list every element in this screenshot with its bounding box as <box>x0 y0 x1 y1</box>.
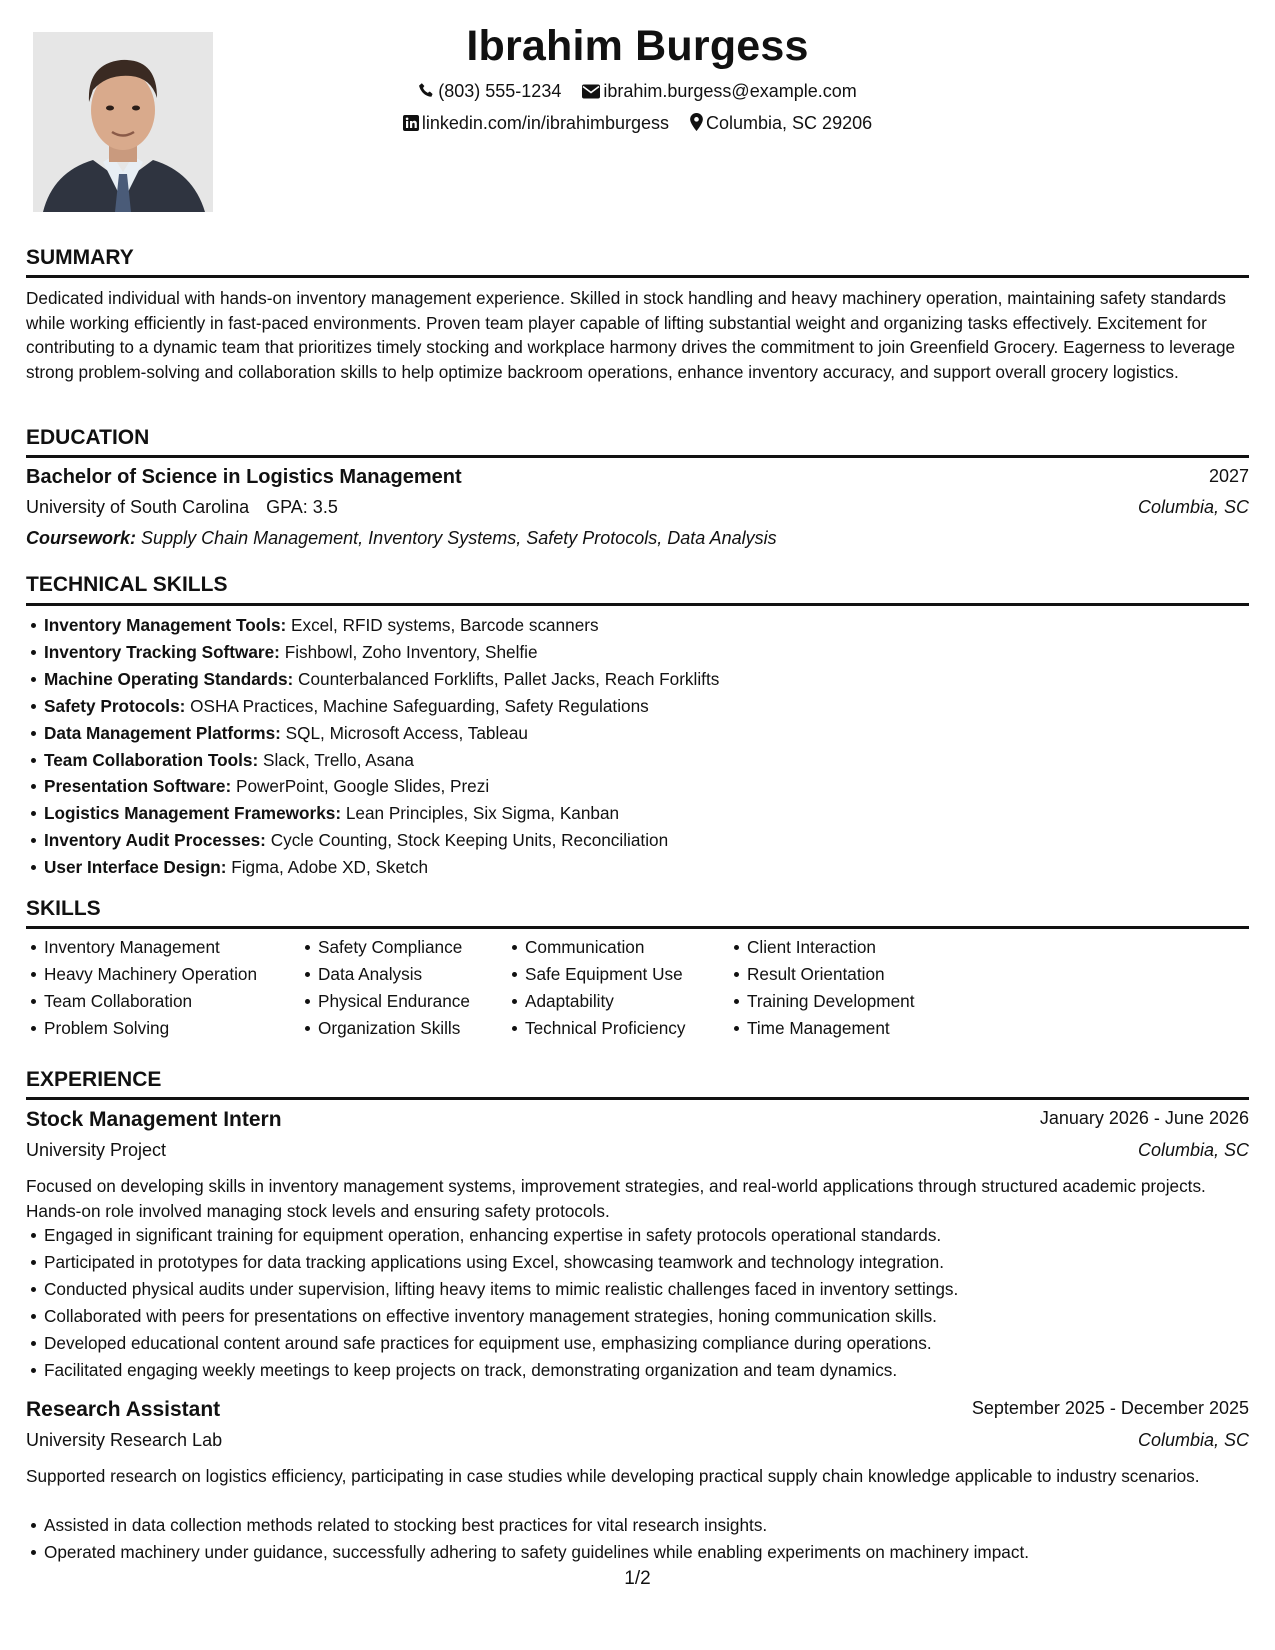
job-org: University Research Lab <box>26 1430 223 1450</box>
skill-item: Communication <box>525 934 686 961</box>
tech-skill-item: Presentation Software: PowerPoint, Google Slides, Prezi <box>44 773 719 800</box>
linkedin-item[interactable] <box>403 113 669 136</box>
tech-skill-item: Data Management Platforms: SQL, Microsoft Access, Tableau <box>44 720 719 747</box>
skill-item: Problem Solving <box>44 1015 257 1042</box>
skill-item: Data Analysis <box>318 961 470 988</box>
experience-heading: EXPERIENCE <box>26 1068 162 1091</box>
job-org: University Project <box>26 1140 167 1160</box>
skill-item: Team Collaboration <box>44 988 257 1015</box>
coursework-label: Coursework: <box>26 528 137 548</box>
skill-item: Heavy Machinery Operation <box>44 961 257 988</box>
job-org-row <box>26 1140 1249 1161</box>
job-bullet: Engaged in significant training for equipment operation, enhancing expertise in safety protocols operational standards. <box>44 1222 958 1249</box>
job-bullets <box>26 1512 1029 1566</box>
location-text: Columbia, SC 29206 <box>706 113 873 133</box>
skill-item: Physical Endurance <box>318 988 470 1015</box>
job-bullet: Operated machinery under guidance, successfully adhering to safety guidelines while enabling experiments on machinery impact. <box>44 1539 1029 1566</box>
coursework-list: Supply Chain Management, Inventory Systems, Safety Protocols, Data Analysis <box>141 528 777 548</box>
education-divider <box>26 455 1249 458</box>
coursework-row <box>26 528 1249 549</box>
tech-skill-item: Logistics Management Frameworks: Lean Principles, Six Sigma, Kanban <box>44 800 719 827</box>
linkedin-icon <box>403 115 419 136</box>
degree-title: Bachelor of Science in Logistics Management <box>26 466 462 488</box>
skills-divider <box>26 926 1249 929</box>
job-bullet: Participated in prototypes for data tracking applications using Excel, showcasing teamwork and technology integration. <box>44 1249 958 1276</box>
tech-skill-item: Safety Protocols: OSHA Practices, Machine Safeguarding, Safety Regulations <box>44 693 719 720</box>
technical-skills-divider <box>26 603 1249 606</box>
skills-grid <box>26 934 1249 1044</box>
skill-item: Safe Equipment Use <box>525 961 686 988</box>
page-number: 1/2 <box>624 1568 651 1589</box>
skills-column-1 <box>26 934 257 1042</box>
job-title-row <box>26 1398 1249 1422</box>
location-item <box>690 113 872 136</box>
job-dates: January 2026 - June 2026 <box>1039 1108 1249 1128</box>
job-bullet: Assisted in data collection methods related to stocking best practices for vital research insights. <box>44 1512 1029 1539</box>
job-bullet: Conducted physical audits under supervision, lifting heavy items to mimic realistic challenges faced in inventory settings. <box>44 1276 958 1303</box>
tech-skill-item: Machine Operating Standards: Counterbalanced Forklifts, Pallet Jacks, Reach Forklifts <box>44 666 719 693</box>
tech-skill-item: Inventory Management Tools: Excel, RFID systems, Barcode scanners <box>44 612 719 639</box>
summary-text: Dedicated individual with hands-on inventory management experience. Skilled in stock handling and heavy machinery operation, maintaining safety standards while working efficiently in fast-paced environments. Proven team player capable of lifting substantial weight and organizing tasks effectively. Excitement for contributing to a dynamic team that prioritizes timely stocking and workplace harmony drives the commitment to join Greenfield Grocery. Eagerness to leverage strong problem-solving and collaboration skills to help optimize backroom operations, enhance inventory accuracy, and support overall grocery logistics. <box>26 288 1236 382</box>
skills-column-4 <box>729 934 915 1042</box>
degree-row <box>26 466 1249 489</box>
skills-column-3 <box>507 934 686 1042</box>
phone-icon <box>418 82 435 104</box>
tech-skill-item: User Interface Design: Figma, Adobe XD, Sketch <box>44 854 719 881</box>
job-role: Research Assistant <box>26 1398 221 1421</box>
job-description: Supported research on logistics efficiency, participating in case studies while developing practical supply chain knowledge applicable to industry scenarios. <box>26 1466 1200 1486</box>
job-org-row <box>26 1430 1249 1451</box>
skill-item: Client Interaction <box>747 934 915 961</box>
job-location: Columbia, SC <box>1137 1430 1249 1450</box>
skill-item: Safety Compliance <box>318 934 470 961</box>
school-name: University of South Carolina <box>26 497 250 517</box>
phone-text: (803) 555-1234 <box>438 81 562 101</box>
tech-skill-item: Inventory Tracking Software: Fishbowl, Zoho Inventory, Shelfie <box>44 639 719 666</box>
job-bullets <box>26 1222 958 1383</box>
contact-line-1 <box>26 81 1249 104</box>
job-description: Focused on developing skills in inventory management systems, improvement strategies, and real-world applications through structured academic projects. Hands-on role involved managing stock levels and ensuring safety protocols. <box>26 1176 1206 1221</box>
skill-item: Training Development <box>747 988 915 1015</box>
job-dates: September 2025 - December 2025 <box>971 1398 1249 1418</box>
email-item[interactable] <box>582 81 856 104</box>
skill-item: Technical Proficiency <box>525 1015 686 1042</box>
candidate-name: Ibrahim Burgess <box>466 22 809 70</box>
tech-skill-item: Inventory Audit Processes: Cycle Counting, Stock Keeping Units, Reconciliation <box>44 827 719 854</box>
technical-skills-list <box>26 612 719 881</box>
job-bullet: Developed educational content around safe practices for equipment use, emphasizing compliance during operations. <box>44 1330 958 1357</box>
email-text: ibrahim.burgess@example.com <box>603 81 857 101</box>
skill-item: Adaptability <box>525 988 686 1015</box>
skill-item: Inventory Management <box>44 934 257 961</box>
job-bullet: Facilitated engaging weekly meetings to keep projects on track, demonstrating organization and team dynamics. <box>44 1357 958 1384</box>
skills-column-2 <box>300 934 470 1042</box>
school-location: Columbia, SC <box>1137 497 1249 517</box>
skills-heading: SKILLS <box>26 897 101 920</box>
tech-skill-item: Team Collaboration Tools: Slack, Trello, Asana <box>44 747 719 774</box>
summary-divider <box>26 275 1249 278</box>
envelope-icon <box>582 83 600 104</box>
job-title-row <box>26 1108 1249 1132</box>
school-row <box>26 497 1249 518</box>
linkedin-text: linkedin.com/in/ibrahimburgess <box>421 113 669 133</box>
technical-skills-heading: TECHNICAL SKILLS <box>26 573 228 596</box>
gpa: GPA: 3.5 <box>266 497 338 517</box>
job-role: Stock Management Intern <box>26 1108 282 1131</box>
graduation-year: 2027 <box>1208 466 1249 486</box>
job-location: Columbia, SC <box>1137 1140 1249 1160</box>
map-pin-icon <box>690 113 703 136</box>
job-bullet: Collaborated with peers for presentations on effective inventory management strategies, honing communication skills. <box>44 1303 958 1330</box>
skill-item: Result Orientation <box>747 961 915 988</box>
experience-divider <box>26 1097 1249 1100</box>
contact-line-2 <box>26 113 1249 136</box>
skill-item: Organization Skills <box>318 1015 470 1042</box>
summary-heading: SUMMARY <box>26 246 134 269</box>
phone-item[interactable] <box>418 81 561 104</box>
education-heading: EDUCATION <box>26 426 150 449</box>
skill-item: Time Management <box>747 1015 915 1042</box>
